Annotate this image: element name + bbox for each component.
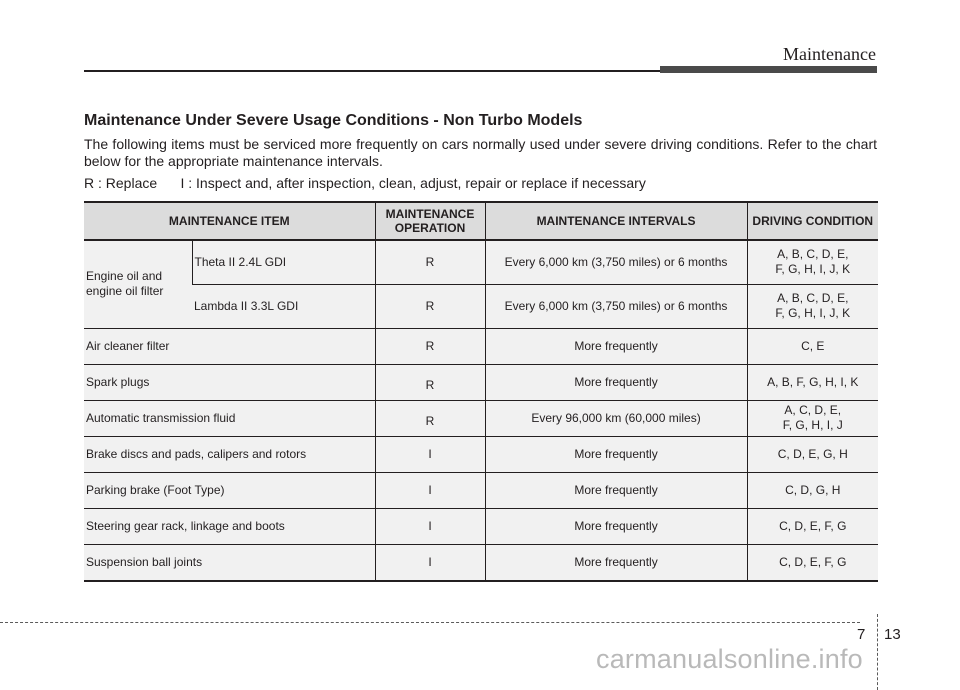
condition-line: F, G, H, I, J — [782, 418, 843, 432]
item-cell: Automatic transmission fluid — [84, 400, 375, 436]
table-row — [84, 240, 878, 284]
engine-oil-item: Engine oil and engine oil filter — [84, 240, 192, 328]
item-cell: Parking brake (Foot Type) — [84, 472, 375, 508]
footer-divider — [0, 622, 860, 623]
condition-cell — [747, 240, 878, 284]
header-driving-condition: DRIVING CONDITION — [747, 202, 878, 240]
table-header-row — [84, 202, 878, 240]
table-row — [84, 400, 878, 436]
table-row — [84, 364, 878, 400]
chapter-number: 7 — [857, 626, 866, 643]
operation-cell — [375, 400, 485, 436]
operation-value: R — [425, 413, 435, 428]
legend-text: R : Replace I : Inspect and, after inspection, clean, adjust, repair or replace if necessary — [84, 175, 646, 191]
condition-cell: C, D, G, H — [747, 472, 878, 508]
condition-cell — [747, 400, 878, 436]
operation-cell: I — [375, 544, 485, 581]
operation-cell: R — [375, 328, 485, 364]
item-cell: Steering gear rack, linkage and boots — [84, 508, 375, 544]
table-row — [84, 436, 878, 472]
header-rule — [84, 70, 660, 72]
condition-cell: C, E — [747, 328, 878, 364]
header-section-label: Maintenance — [783, 44, 876, 64]
condition-line: A, B, C, D, E, — [777, 247, 849, 262]
footer-page-divider — [877, 614, 878, 690]
table-row — [84, 472, 878, 508]
condition-line: A, B, C, D, E, — [777, 291, 849, 305]
section-title: Maintenance Under Severe Usage Conditions - Non Turbo Models — [84, 112, 583, 129]
item-cell: Spark plugs — [84, 364, 375, 400]
table-row — [84, 284, 878, 328]
condition-line: F, G, H, I, J, K — [775, 306, 851, 320]
table-row — [84, 328, 878, 364]
header-maintenance-intervals: MAINTENANCE INTERVALS — [485, 202, 747, 240]
table-row — [84, 544, 878, 581]
interval-cell: More frequently — [485, 544, 747, 581]
engine-variant: Lambda II 3.3L GDI — [192, 284, 375, 328]
condition-cell: C, D, E, G, H — [747, 436, 878, 472]
interval-cell: Every 6,000 km (3,750 miles) or 6 months — [485, 240, 747, 284]
page-number: 13 — [884, 626, 901, 643]
operation-cell: I — [375, 508, 485, 544]
condition-cell: C, D, E, F, G — [747, 544, 878, 581]
condition-line: F, G, H, I, J, K — [775, 262, 851, 277]
condition-line: A, C, D, E, — [784, 403, 842, 417]
interval-cell: More frequently — [485, 364, 747, 400]
interval-cell: More frequently — [485, 472, 747, 508]
watermark: carmanualsonline.info — [596, 644, 863, 674]
table-row — [84, 508, 878, 544]
header-rule-accent — [660, 66, 877, 73]
header-maintenance-operation: MAINTENANCE OPERATION — [375, 202, 485, 240]
interval-cell: More frequently — [485, 508, 747, 544]
item-cell: Air cleaner filter — [84, 328, 375, 364]
operation-cell — [375, 364, 485, 400]
operation-value: R — [425, 377, 435, 392]
operation-cell: R — [375, 240, 485, 284]
operation-cell: I — [375, 472, 485, 508]
maintenance-table — [84, 201, 878, 582]
interval-cell: Every 6,000 km (3,750 miles) or 6 months — [485, 284, 747, 328]
engine-variant: Theta II 2.4L GDI — [192, 240, 375, 284]
header-maintenance-item: MAINTENANCE ITEM — [84, 202, 375, 240]
interval-cell: More frequently — [485, 436, 747, 472]
condition-cell: A, B, F, G, H, I, K — [747, 364, 878, 400]
interval-cell: More frequently — [485, 328, 747, 364]
item-cell: Brake discs and pads, calipers and rotors — [84, 436, 375, 472]
operation-cell: R — [375, 284, 485, 328]
operation-cell: I — [375, 436, 485, 472]
interval-cell: Every 96,000 km (60,000 miles) — [485, 400, 747, 436]
condition-cell: C, D, E, F, G — [747, 508, 878, 544]
item-cell: Suspension ball joints — [84, 544, 375, 581]
intro-paragraph: The following items must be serviced more frequently on cars normally used under severe driving conditions. Refer to the chart below for the appropriate maintenance intervals. — [84, 136, 877, 169]
condition-cell — [747, 284, 878, 328]
